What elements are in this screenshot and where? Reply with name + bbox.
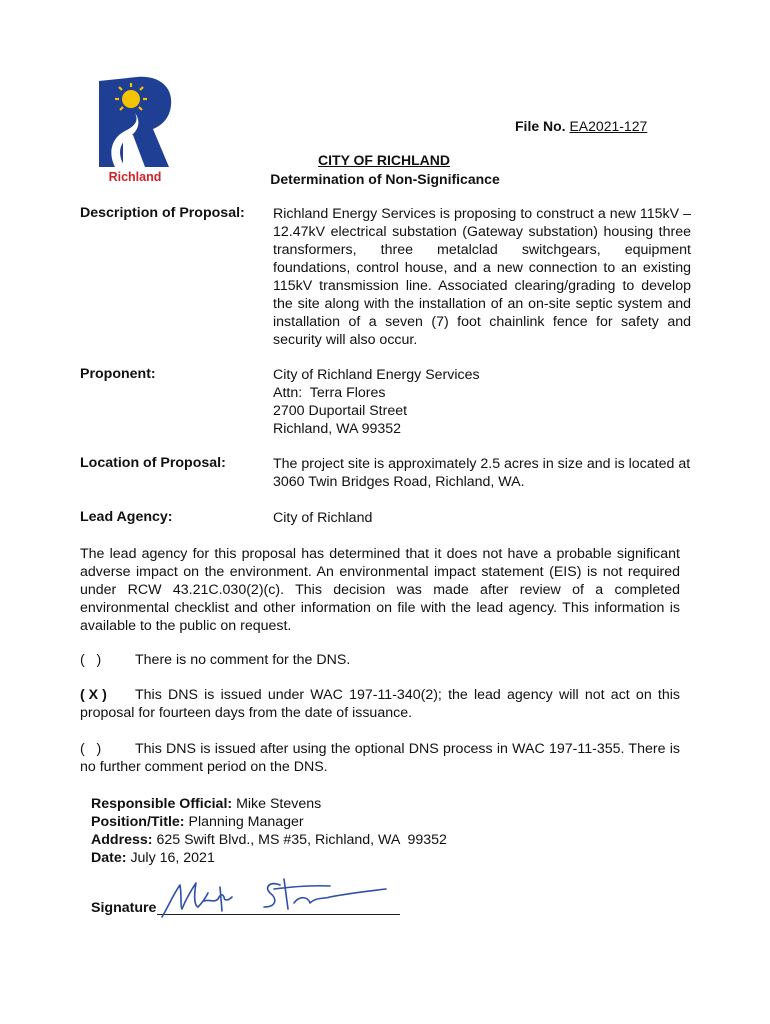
official-address-row — [91, 831, 447, 849]
determination-statement: The lead agency for this proposal has determined that it does not have a probable significant adverse impact on the environment. An environmental impact statement (EIS) is not required under RCW 43.21C.030(2)(c). This decision was made after review of a completed environmental checklist and other information on file with the lead agency. This information is available to the public on request. — [80, 546, 680, 634]
richland-logo — [95, 73, 175, 185]
handwritten-signature — [160, 873, 390, 923]
official-name-label: Responsible Official: — [91, 796, 233, 812]
official-date: July 16, 2021 — [130, 850, 215, 866]
logo-text: Richland — [108, 170, 162, 184]
official-title: Planning Manager — [188, 814, 304, 830]
city-title: CITY OF RICHLAND — [318, 152, 450, 168]
option-text: There is no comment for the DNS. — [135, 652, 351, 668]
official-title-row — [91, 813, 304, 831]
description-label: Description of Proposal: — [80, 205, 245, 221]
option-text: This DNS is issued after using the optional DNS process in WAC 197-11-355. There is no further comment period on the DNS. — [80, 741, 680, 775]
official-date-row — [91, 849, 215, 867]
document-title: Determination of Non-Significance — [270, 171, 500, 187]
proponent-value — [273, 366, 691, 438]
option-mark: ( ) — [80, 741, 102, 757]
official-address: 625 Swift Blvd., MS #35, Richland, WA 99352 — [156, 832, 447, 848]
proponent-line: 2700 Duportail Street — [273, 403, 408, 419]
official-title-label: Position/Title: — [91, 814, 185, 830]
proponent-line: City of Richland Energy Services — [273, 367, 480, 383]
official-name-row — [91, 795, 321, 813]
lead-agency-label: Lead Agency: — [80, 509, 173, 525]
official-name: Mike Stevens — [236, 796, 322, 812]
option-issued-340 — [80, 686, 680, 722]
proponent-line: Attn: Terra Flores — [273, 385, 386, 401]
description-value: Richland Energy Services is proposing to construct a new 115kV – 12.47kV electrical substation (Gateway substation) housing three transformers, three metalclad switchgears, equipment foundations, control house, and a new connection to an existing 115kV transmission line. Associated clearing/grading to develop the site along with the installation of an on-site septic system and installation of a seven (7) foot chainlink fence for safety and security will also occur. — [273, 206, 691, 348]
lead-agency-value: City of Richland — [273, 510, 373, 526]
file-number — [515, 118, 647, 134]
option-no-comment — [80, 651, 680, 669]
option-optional-dns — [80, 740, 680, 776]
option-mark: ( X ) — [80, 687, 107, 703]
proponent-line: Richland, WA 99352 — [273, 421, 402, 437]
official-date-label: Date: — [91, 850, 127, 866]
file-number-value: EA2021-127 — [569, 118, 648, 134]
official-address-label: Address: — [91, 832, 153, 848]
signature-label: Signature — [91, 900, 157, 916]
option-mark: ( ) — [80, 652, 102, 668]
file-number-label: File No. — [515, 118, 566, 134]
option-text: This DNS is issued under WAC 197-11-340(2); the lead agency will not act on this proposal for fourteen days from the date of issuance. — [80, 687, 680, 721]
location-label: Location of Proposal: — [80, 455, 226, 471]
proponent-label: Proponent: — [80, 366, 156, 382]
location-value: The project site is approximately 2.5 acres in size and is located at 3060 Twin Bridges Road, Richland, WA. — [273, 456, 691, 490]
